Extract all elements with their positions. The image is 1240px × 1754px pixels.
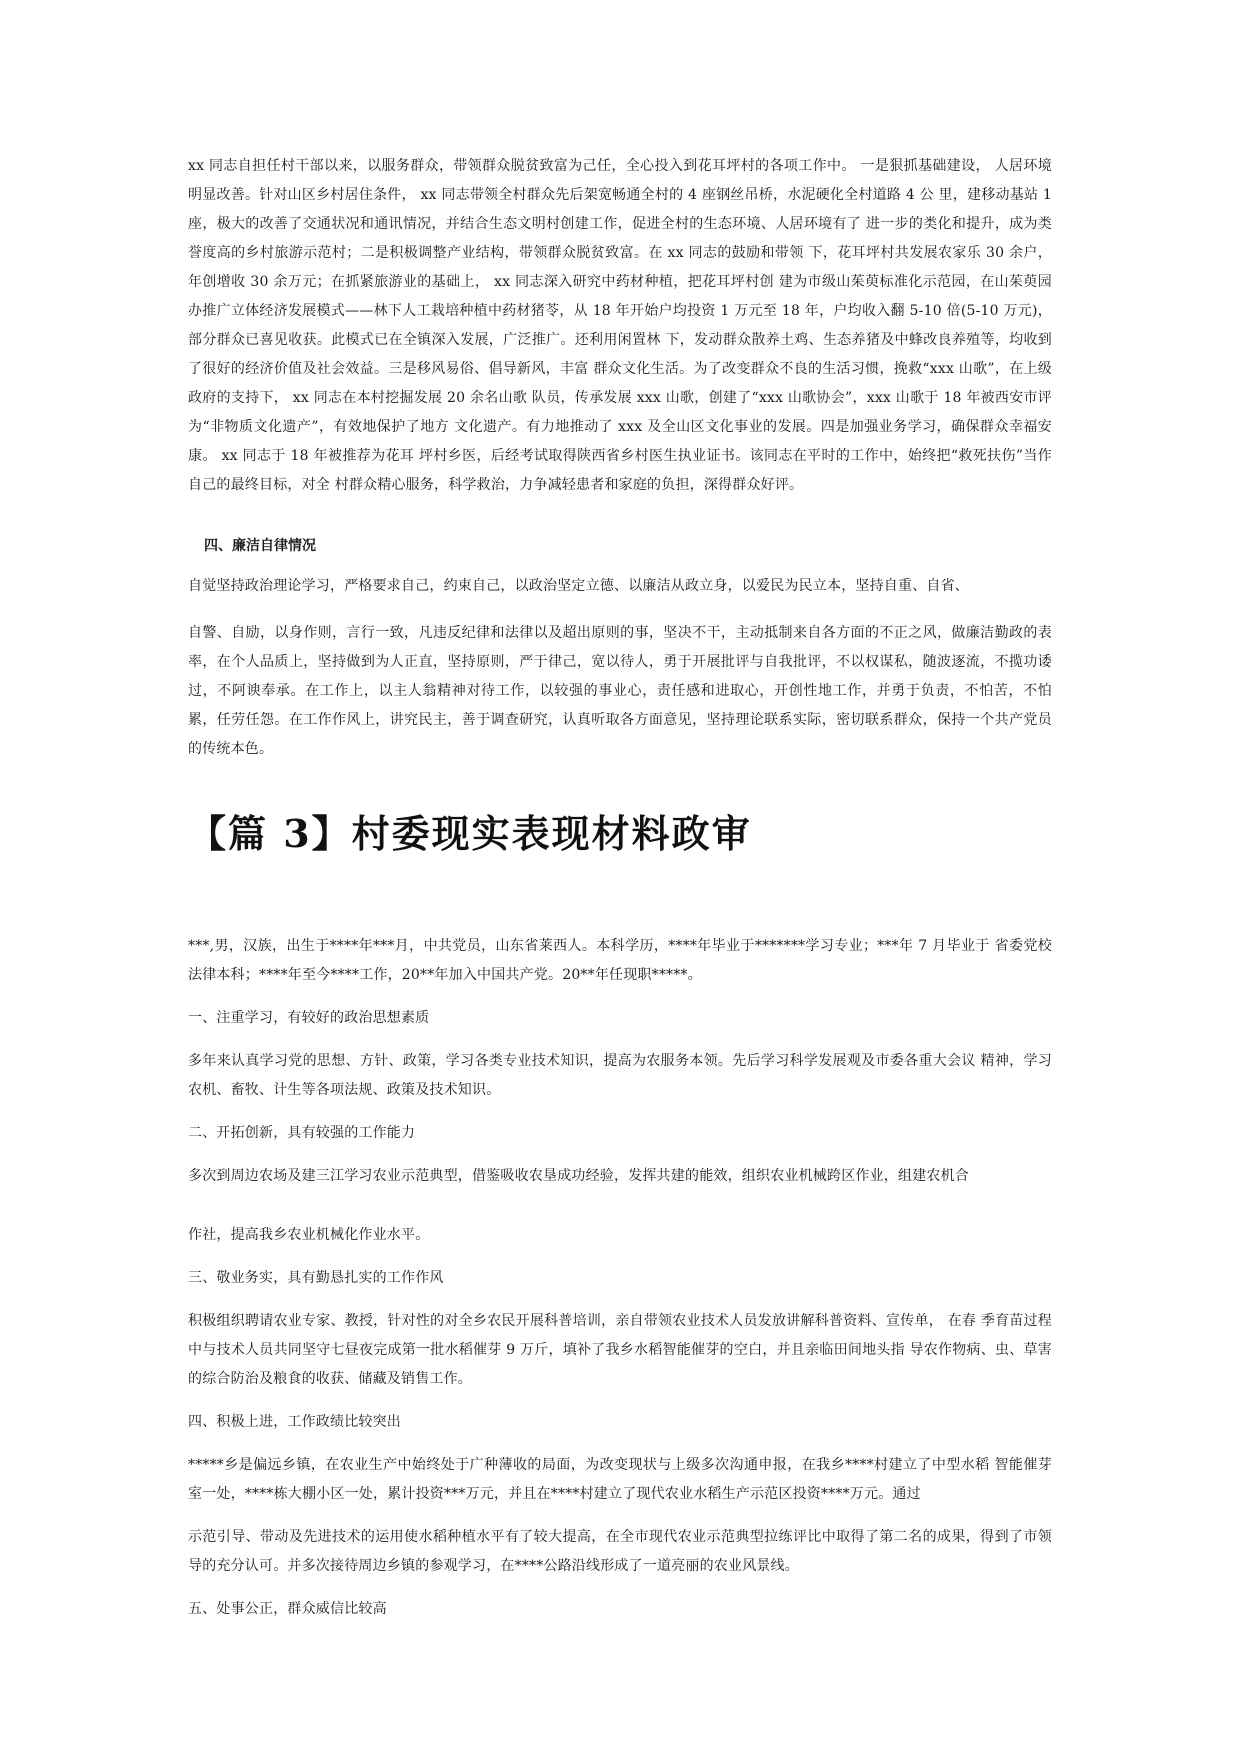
body-paragraph: *****乡是偏远乡镇，在农业生产中始终处于广种薄收的局面，为改变现状与上级多次沟通申报，在我乡****村建立了中型水稻 智能催芽室一处，****栋大棚小区一处，累计投资***万元，并且在****村建立了现代农业水稻生产示范区投资****万元。通过 [188,1457,1052,1502]
article-title: 【篇 3】村委现实表现材料政审 [188,811,752,856]
body-paragraph: 示范引导、带动及先进技术的运用使水稻种植水平有了较大提高，在全市现代农业示范典型拉练评比中取得了第二名的成果，得到了市领导的充分认可。并多次接待周边乡镇的参观学习，在****公路沿线形成了一道亮丽的农业风景线。 [188,1529,1052,1574]
section-heading: 四、廉洁自律情况 [204,538,316,554]
body-paragraph: 多年来认真学习党的思想、方针、政策，学习各类专业技术知识，提高为农服务本领。先后学习科学发展观及市委各重大会议 精神，学习农机、畜牧、计生等各项法规、政策及技术知识。 [188,1053,1052,1098]
body-paragraph: 自觉坚持政治理论学习，严格要求自己，约束自己，以政治坚定立德、以廉洁从政立身，以爱民为民立本，坚持自重、自省、 [188,578,969,594]
section-heading: 一、注重学习，有较好的政治思想素质 [188,1010,430,1026]
intro-paragraph: ***,男，汉族，出生于****年***月，中共党员，山东省莱西人。本科学历，****年毕业于*******学习专业；***年 7 月毕业于 省委党校法律本科；****年至今****工作，20**年加入中国共产党。20**年任现职*****。 [188,938,1052,983]
body-paragraph: 自警、自励，以身作则，言行一致，凡违反纪律和法律以及超出原则的事，坚决不干，主动抵制来自各方面的不正之风，做廉洁勤政的表率，在个人品质上，坚持做到为人正直，坚持原则，严于律己，宽以待人，勇于开展批评与自我批评，不以权谋私，随波逐流，不揽功诿过，不阿谀奉承。在工作上，以主人翁精神对待工作，以较强的事业心，责任感和进取心，开创性地工作，并勇于负责，不怕苦，不怕累，任劳任怨。在工作作风上，讲究民主，善于调查研究，认真听取各方面意见，坚持理论联系实际，密切联系群众，保持一个共产党员的传统本色。 [188,625,1052,757]
section-heading: 三、敬业务实，具有勤恳扎实的工作作风 [188,1270,444,1286]
section-heading: 四、积极上进，工作政绩比较突出 [188,1414,401,1430]
body-paragraph: 作社，提高我乡农业机械化作业水平。 [188,1227,430,1243]
body-paragraph: 积极组织聘请农业专家、教授，针对性的对全乡农民开展科普培训，亲自带领农业技术人员发放讲解科普资料、宣传单， 在春 季育苗过程中与技术人员共同坚守七昼夜完成第一批水稻催芽 9 万斤，填补了我乡水稻智能催芽的空白，并且亲临田间地头指 导农作物病、虫、草害的综合防治及粮食的收获、储藏及销售工作。 [188,1313,1052,1387]
body-paragraph: xx 同志自担任村干部以来，以服务群众，带领群众脱贫致富为己任，全心投入到花耳坪村的各项工作中。 一是狠抓基础建设， 人居环境明显改善。针对山区乡村居住条件， xx 同志带领全村群众先后架宽畅通全村的 4 座钢丝吊桥，水泥硬化全村道路 4 公 里，建移动基站 1 座，极大的改善了交通状况和通讯情况，并结合生态文明村创建工作，促进全村的生态环境、人居环境有了 进一步的类化和提升，成为类誉度高的乡村旅游示范村；二是积极调整产业结构，带领群众脱贫致富。在 xx 同志的鼓励和带领 下，花耳坪村共发展农家乐 30 余户，年创增收 30 余万元；在抓紧旅游业的基础上， xx 同志深入研究中药材种植，把花耳坪村创 建为市级山茱萸标准化示范园，在山茱萸园办推广立体经济发展模式——林下人工栽培种植中药材猪苓，从 18 年开始户均投资 1 万元至 18 年，户均收入翻 5-10 倍(5-10 万元)，部分群众已喜见收获。此模式已在全镇深入发展，广泛推广。还利用闲置林 下，发动群众散养土鸡、生态养猪及中蜂改良养殖等，均收到了很好的经济价值及社会效益。三是移风易俗、倡导新风，丰富 群众文化生活。为了改变群众不良的生活习惯，挽救“xxx 山歌”，在上级政府的支持下， xx 同志在本村挖掘发展 20 余名山歌 队员，传承发展 xxx 山歌，创建了“xxx 山歌协会”，xxx 山歌于 18 年被西安市评为“非物质文化遗产”，有效地保护了地方 文化遗产。有力地推动了 xxx 及全山区文化事业的发展。四是加强业务学习，确保群众幸福安康。 xx 同志于 18 年被推荐为花耳 坪村乡医，后经考试取得陕西省乡村医生执业证书。该同志在平时的工作中，始终把“救死扶伤”当作自己的最终目标，对全 村群众精心服务，科学救治，力争减轻患者和家庭的负担，深得群众好评。 [188,158,1052,493]
section-heading: 五、处事公正，群众威信比较高 [188,1601,387,1617]
body-paragraph: 多次到周边农场及建三江学习农业示范典型，借鉴吸收农垦成功经验，发挥共建的能效，组织农业机械跨区作业，组建农机合 [188,1168,969,1184]
section-heading: 二、开拓创新，具有较强的工作能力 [188,1125,416,1141]
